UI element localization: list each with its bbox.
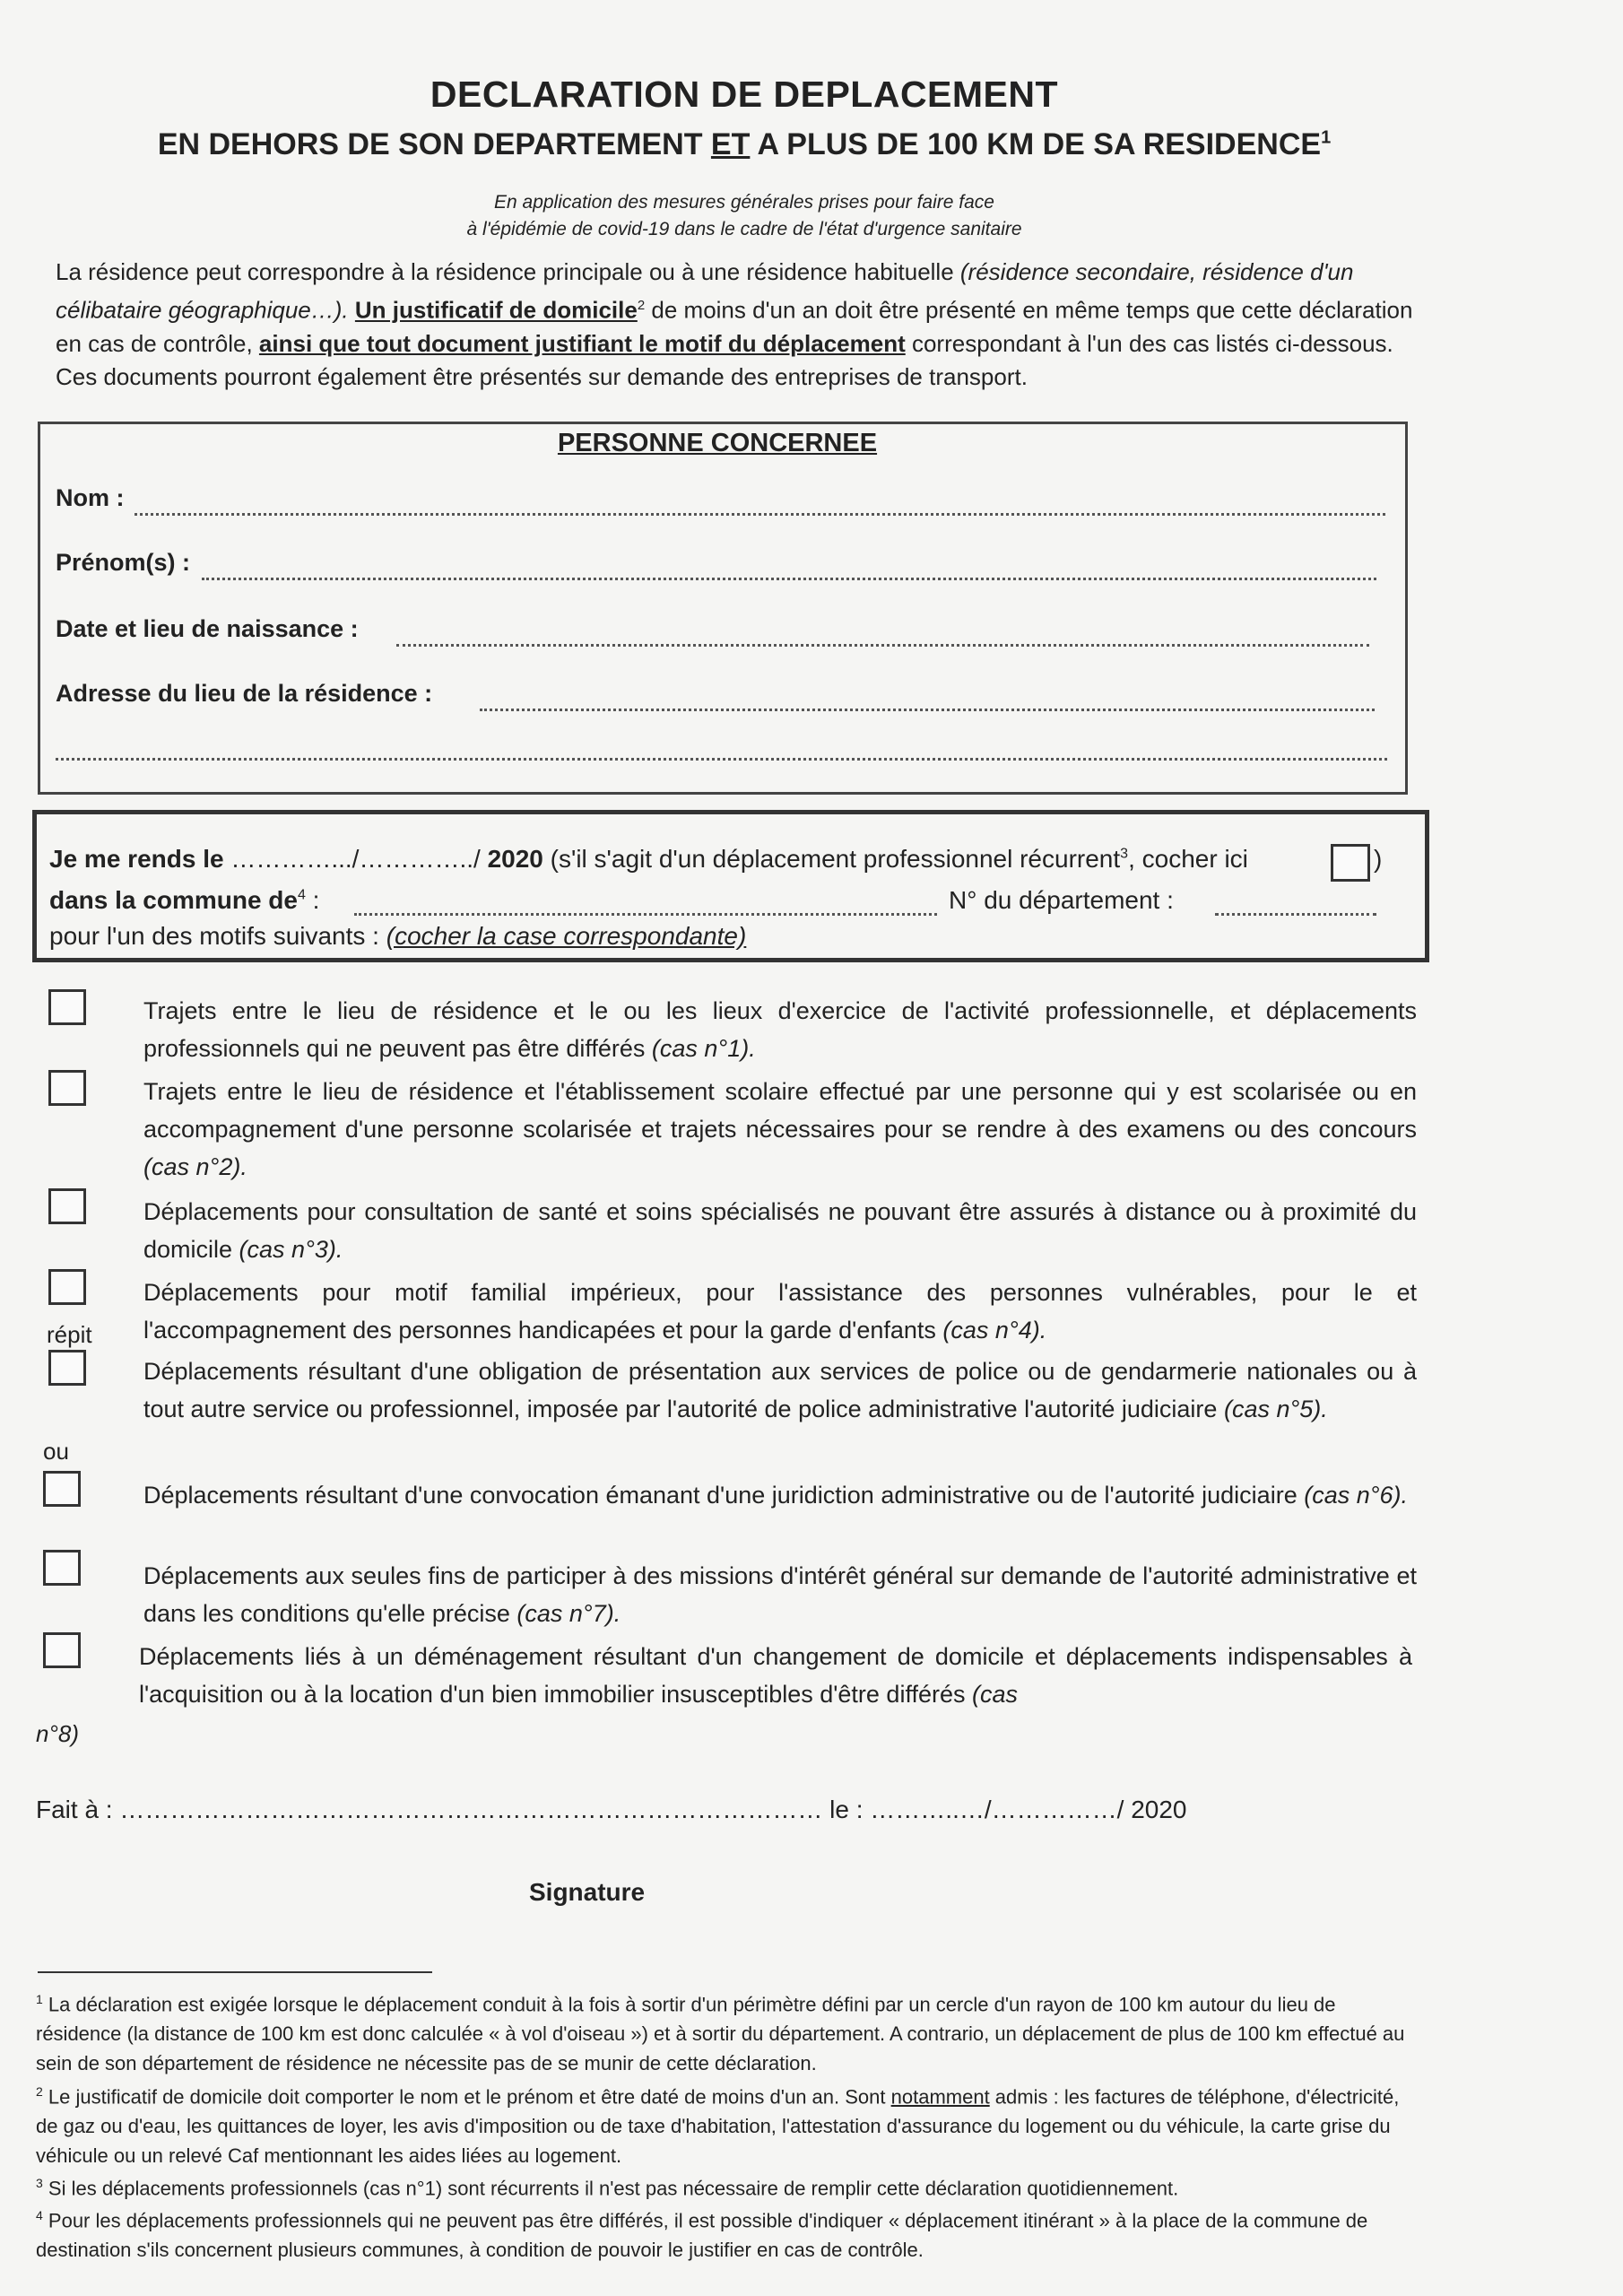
fait-a-line: [36, 1796, 1187, 1824]
motif-6-checkbox[interactable]: [43, 1471, 81, 1507]
footnote-text-2: admis : les factures de téléphone, d'électricité, de gaz ou d'eau, les quittances de loyer, les avis d'imposition ou de taxe d'habitation, l'attestation d'assurance du logement ou du véhicule, la carte grise du véhicule ou un relevé Caf mentionnant les aides liées au logement.: [36, 2085, 1400, 2168]
nom-label: Nom :: [56, 484, 125, 511]
year-label: 2020: [480, 845, 543, 873]
motif-8-text: [139, 1638, 1412, 1713]
motif-5-checkbox[interactable]: [48, 1350, 86, 1386]
prenom-label: Prénom(s) :: [56, 549, 191, 576]
intro-text-2: de moins d'un an doit être présenté en même temps que cette déclaration en cas de contrôle,: [56, 296, 1413, 357]
commune-label: dans la commune de: [49, 886, 298, 914]
motif-4-checkbox[interactable]: [48, 1269, 86, 1305]
motif-cas: (cas: [971, 1681, 1018, 1708]
intro-italic: (résidence secondaire, résidence d'un célibataire géographique…).: [56, 258, 1354, 324]
subtitle-text-2: A PLUS DE 100 KM DE SA RESIDENCE: [750, 127, 1322, 161]
motif-1-text: [143, 992, 1417, 1067]
signature-year: 2020: [1124, 1796, 1187, 1823]
adresse-field-line-2[interactable]: [56, 758, 1387, 761]
document-subtitle: [0, 127, 1488, 162]
justificatif-motif: ainsi que tout document justifiant le motif du déplacement: [258, 329, 906, 357]
footnote-number: 1: [36, 1992, 43, 2006]
je-me-rends-label: Je me rends le: [49, 845, 224, 873]
motifs-text: pour l'un des motifs suivants :: [49, 922, 386, 950]
subtitle-et: ET: [710, 127, 751, 161]
departement-label: N° du département :: [949, 886, 1174, 914]
commune-colon: :: [305, 886, 320, 914]
nom-field[interactable]: [135, 513, 1385, 516]
commune-field[interactable]: [354, 913, 937, 916]
naissance-label: Date et lieu de naissance :: [56, 615, 359, 642]
person-section-title: PERSONNE CONCERNEE: [557, 429, 878, 457]
motif-3-text: [143, 1193, 1417, 1268]
commune-line: [49, 886, 319, 915]
intro-text: La résidence peut correspondre à la résidence principale ou à une résidence habituelle: [56, 258, 960, 285]
intro-text-3: correspondant à l'un des cas listés ci-dessous. Ces documents pourront également être présentés sur demande des entreprises de transport.: [56, 329, 1393, 390]
application-line-2: à l'épidémie de covid-19 dans le cadre de l'état d'urgence sanitaire: [466, 219, 1022, 239]
justificatif-domicile: Un justificatif de domicile: [354, 296, 638, 324]
side-text-repit: répit: [47, 1321, 92, 1348]
motif-8-checkbox[interactable]: [43, 1632, 81, 1668]
fait-a-label: Fait à :: [36, 1796, 113, 1823]
motif-text: Déplacements résultant d'une convocation émanant d'une juridiction administrative ou de l'autorité judiciaire: [143, 1482, 1305, 1509]
recurrent-text: (s'il s'agit d'un déplacement professionnel récurrent: [542, 845, 1121, 873]
motif-text: Trajets entre le lieu de résidence et le ou les lieux d'exercice de l'activité professionnelle, et déplacements professionnels qui ne peuvent pas être différés: [143, 997, 1417, 1062]
footnote-text: Pour les déplacements professionnels qui ne peuvent pas être différés, il est possible d'indiquer « déplacement itinérant » à la place de la commune de destination s'ils concernent plusieurs communes, à condition de pouvoir le justifier en cas de contrôle.: [36, 2209, 1368, 2262]
departement-field[interactable]: [1215, 913, 1376, 916]
motif-cas: (cas n°2).: [143, 1153, 247, 1180]
adresse-label: Adresse du lieu de la résidence :: [56, 680, 433, 707]
motif-1-checkbox[interactable]: [48, 989, 86, 1025]
person-box: [38, 422, 1408, 795]
subtitle-text: EN DEHORS DE SON DEPARTEMENT: [157, 127, 711, 161]
motif-text: Trajets entre le lieu de résidence et l'établissement scolaire effectué par une personne qui y est scolarisée ou en accompagnement d'une personne scolarisée et trajets nécessaires pour se rendre à des examens ou des concours: [143, 1078, 1417, 1143]
le-label: le :: [822, 1796, 864, 1823]
date-field[interactable]: ………….../…………../: [230, 845, 481, 873]
recurrent-checkbox[interactable]: [1331, 844, 1370, 882]
cocher-ici-text: , cocher ici: [1128, 845, 1248, 873]
motif-6-text: [143, 1476, 1417, 1514]
motif-cas: (cas n°3).: [239, 1236, 343, 1263]
application-line-1: En application des mesures générales prises pour faire face: [494, 192, 994, 213]
motif-text: Déplacements pour consultation de santé et soins spécialisés ne pouvant être assurés à distance ou à proximité du domicile: [143, 1198, 1417, 1263]
date-line: [49, 845, 1248, 874]
motif-2-checkbox[interactable]: [48, 1070, 86, 1106]
footnote-underlined: notamment: [890, 2085, 990, 2109]
motif-cas: (cas n°5).: [1223, 1396, 1328, 1422]
footnote-number: 3: [36, 2176, 43, 2190]
footnote-3: [36, 2169, 1408, 2203]
footnote-text: Le justificatif de domicile doit comporter le nom et le prénom et être daté de moins d'un an. Sont: [42, 2085, 891, 2109]
fait-a-field[interactable]: …………………………………………………………………………: [119, 1796, 823, 1823]
footnote-number: 4: [36, 2208, 43, 2222]
naissance-field[interactable]: [396, 644, 1369, 647]
motif-cas: (cas n°6).: [1304, 1482, 1409, 1509]
motif-cas: (cas n°4).: [942, 1317, 1047, 1344]
footnote-number: 2: [36, 2084, 43, 2099]
footnote-ref: 3: [1120, 846, 1129, 862]
motif-7-text: [143, 1557, 1417, 1632]
close-paren: ): [1374, 845, 1383, 873]
motifs-instruction: (cocher la case correspondante): [386, 922, 747, 950]
footnote-ref: 4: [297, 887, 306, 903]
intro-paragraph: [56, 256, 1436, 394]
footnote-1: [36, 1985, 1408, 2078]
signature-date-field[interactable]: ………..…/……………/: [863, 1796, 1124, 1823]
footnote-text: La déclaration est exigée lorsque le déplacement conduit à la fois à sortir d'un périmètre défini par un cercle d'un rayon de 100 km autour du lieu de résidence (la distance de 100 km est donc calculée « à vol d'oiseau ») et à sortir du département. A contrario, un déplacement de plus de 100 km effectué au sein de son département de résidence ne nécessite pas de se munir de cette déclaration.: [36, 1993, 1405, 2075]
footnote-text: Si les déplacements professionnels (cas n°1) sont récurrents il n'est pas nécessaire de remplir cette déclaration quotidiennement.: [42, 2177, 1179, 2200]
footnote-4: [36, 2201, 1408, 2265]
motif-text: Déplacements pour motif familial impérieux, pour l'assistance des personnes vulnérables, pour le et l'accompagnement des personnes handicapées et pour la garde d'enfants: [143, 1279, 1417, 1344]
side-text-ou: ou: [43, 1438, 69, 1465]
footnote-ref: 1: [1321, 127, 1332, 148]
document-title: DECLARATION DE DEPLACEMENT: [430, 74, 1059, 115]
motif-2-text: [143, 1073, 1417, 1186]
motif-7-checkbox[interactable]: [43, 1550, 81, 1586]
motif-5-text: [143, 1352, 1417, 1428]
motif-cas: (cas n°7).: [516, 1600, 621, 1627]
signature-label: Signature: [529, 1878, 646, 1906]
footnote-2: [36, 2077, 1408, 2170]
prenom-field[interactable]: [202, 578, 1376, 580]
footnote-ref: 2: [637, 298, 646, 313]
motif-3-checkbox[interactable]: [48, 1188, 86, 1224]
motif-text: Déplacements résultant d'une obligation de présentation aux services de police ou de gendarmerie nationales ou à tout autre service ou professionnel, imposée par l'autorité de police administrative l'autorité judiciaire: [143, 1358, 1417, 1422]
intro-space: [349, 297, 355, 324]
side-text-n8: n°8): [36, 1720, 79, 1747]
adresse-field[interactable]: [480, 709, 1375, 711]
motif-cas: (cas n°1).: [651, 1035, 756, 1062]
motifs-line: [49, 922, 746, 951]
motif-text: Déplacements aux seules fins de participer à des missions d'intérêt général sur demande de l'autorité administrative et dans les conditions qu'elle précise: [143, 1562, 1417, 1627]
footnote-divider: [38, 1971, 432, 1973]
motif-text: Déplacements liés à un déménagement résultant d'un changement de domicile et déplacements indispensables à l'acquisition ou à la location d'un bien immobilier insusceptibles d'être différés: [139, 1643, 1412, 1708]
motif-4-text: [143, 1274, 1417, 1349]
